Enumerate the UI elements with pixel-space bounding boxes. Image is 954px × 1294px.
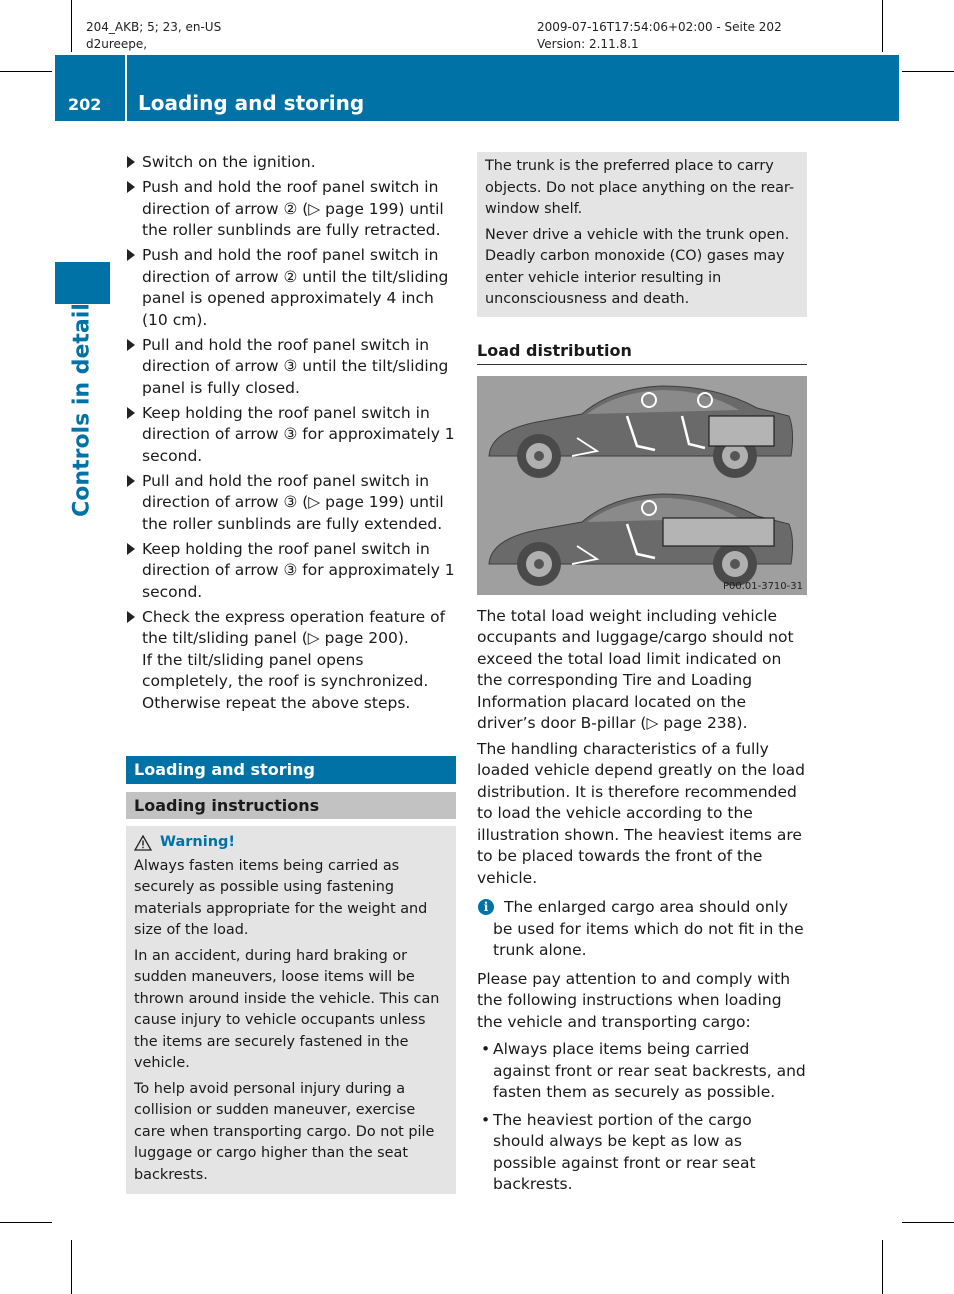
body-paragraph: Please pay attention to and comply with the following instructions when loading the vehicle and transporting cargo: xyxy=(477,969,791,1031)
step-text: Check the express operation feature of the tilt/sliding panel (▷ page 200). xyxy=(142,607,446,647)
step-text: Push and hold the roof panel switch in direction of arrow ② until the tilt/sliding panel is opened approximately 4 inch (10 cm). xyxy=(142,246,449,329)
info-note xyxy=(477,897,807,962)
step-text: Switch on the ignition. xyxy=(142,153,316,171)
crop-mark xyxy=(882,1240,883,1294)
page-number: 202 xyxy=(68,95,102,114)
subsection-heading: Loading instructions xyxy=(126,792,456,819)
step-arrow-icon xyxy=(127,407,135,419)
header-divider xyxy=(125,55,127,121)
trunk-warning-box xyxy=(477,152,807,317)
meta-line: Version: 2.11.8.1 xyxy=(537,37,639,51)
warning-paragraph: In an accident, during hard braking or sudden maneuvers, loose items will be thrown around inside the vehicle. This can cause injury to vehicle occupants unless the items are securely fastened in the vehicle. xyxy=(134,947,440,1071)
step-item xyxy=(126,152,456,174)
car-load-illustration xyxy=(477,376,807,595)
load-distribution-illustration xyxy=(477,376,807,595)
list-item xyxy=(477,1110,807,1196)
crop-mark xyxy=(0,71,52,72)
step-text: Push and hold the roof panel switch in direction of arrow ② (▷ page 199) until the roller sunblinds are fully retracted. xyxy=(142,178,444,239)
left-column xyxy=(126,152,456,1194)
warning-paragraph: Always fasten items being carried as securely as possible using fastening materials appropriate for the weight and size of the load. xyxy=(134,857,428,938)
info-text: The enlarged cargo area should only be used for items which do not fit in the trunk alone. xyxy=(493,898,804,959)
step-text: Pull and hold the roof panel switch in direction of arrow ③ (▷ page 199) until the roller sunblinds are fully extended. xyxy=(142,471,444,533)
load-distribution-heading: Load distribution xyxy=(477,340,807,365)
bullet-dot-icon: • xyxy=(481,1110,491,1129)
step-arrow-icon xyxy=(127,611,135,623)
step-arrow-icon xyxy=(127,249,135,261)
step-list xyxy=(126,152,456,714)
step-arrow-icon xyxy=(127,543,135,555)
print-meta-left xyxy=(86,19,221,53)
meta-line: 204_AKB; 5; 23, en-US xyxy=(86,20,222,34)
step-text: Keep holding the roof panel switch in direction of arrow ③ for approximately 1 second. xyxy=(142,539,455,601)
figure-code: P00.01-3710-31 xyxy=(722,580,803,592)
step-arrow-icon xyxy=(127,156,135,168)
crop-mark xyxy=(71,0,72,52)
bullet-dot-icon: • xyxy=(481,1040,491,1058)
crop-mark xyxy=(882,0,883,52)
print-meta-right xyxy=(537,19,782,53)
section-heading: Loading and storing xyxy=(126,756,456,784)
step-text: Keep holding the roof panel switch in direction of arrow ③ for approximately 1 second. xyxy=(142,403,455,465)
car-bottom-icon xyxy=(489,494,793,586)
step-item xyxy=(126,245,456,331)
right-column xyxy=(477,152,807,1202)
chapter-tab xyxy=(55,262,110,304)
warning-box xyxy=(126,826,456,1194)
step-text: Pull and hold the roof panel switch in direction of arrow ③ until the tilt/sliding panel is fully closed. xyxy=(142,335,449,397)
warning-paragraph: To help avoid personal injury during a collision or sudden maneuver, exercise care when transporting cargo. Do not pile luggage or cargo higher than the seat backrests. xyxy=(134,1080,435,1183)
meta-line: d2ureepe, xyxy=(86,37,148,51)
page-title: Loading and storing xyxy=(138,91,365,115)
step-arrow-icon xyxy=(127,339,135,351)
step-item xyxy=(126,539,456,604)
chapter-label: Controls in detail xyxy=(69,303,95,517)
crop-mark xyxy=(902,1222,954,1223)
step-item xyxy=(126,177,456,242)
step-item xyxy=(126,403,456,468)
list-item-text: The heaviest portion of the cargo should always be kept as low as possible against front or rear seat backrests. xyxy=(493,1110,756,1193)
warning-title: Warning! xyxy=(160,834,236,850)
step-item xyxy=(126,607,456,715)
list-item xyxy=(477,1039,807,1104)
trunk-paragraph: The trunk is the preferred place to carry objects. Do not place anything on the rear-window shelf. xyxy=(485,158,795,217)
step-item xyxy=(126,335,456,400)
crop-mark xyxy=(902,71,954,72)
meta-line: 2009-07-16T17:54:06+02:00 - Seite 202 xyxy=(537,20,782,34)
step-arrow-icon xyxy=(127,181,135,193)
step-arrow-icon xyxy=(127,475,135,487)
list-item-text: Always place items being carried against front or rear seat backrests, and fasten them as securely as possible. xyxy=(493,1040,806,1101)
crop-mark xyxy=(0,1222,52,1223)
trunk-paragraph: Never drive a vehicle with the trunk open. Deadly carbon monoxide (CO) gases may enter vehicle interior resulting in unconsciousness and death. xyxy=(485,226,790,307)
bullet-list xyxy=(477,1039,807,1196)
body-paragraph: The total load weight including vehicle occupants and luggage/cargo should not exceed the total load limit indicated on the corresponding Tire and Loading Information placard located on the driver’s door B-pillar (▷ page 238). xyxy=(477,606,794,732)
car-top-icon xyxy=(489,386,793,478)
warning-triangle-icon xyxy=(134,835,152,851)
crop-mark xyxy=(71,1240,72,1294)
step-extra-text: If the tilt/sliding panel opens completely, the roof is synchronized. Otherwise repeat the above steps. xyxy=(142,650,429,712)
step-item xyxy=(126,471,456,536)
warning-header xyxy=(134,832,448,854)
body-paragraph: The handling characteristics of a fully loaded vehicle depend greatly on the load distribution. It is therefore recommended to load the vehicle according to the illustration shown. The heaviest items are to be placed towards the front of the vehicle. xyxy=(477,739,806,887)
info-icon: i xyxy=(478,899,494,915)
